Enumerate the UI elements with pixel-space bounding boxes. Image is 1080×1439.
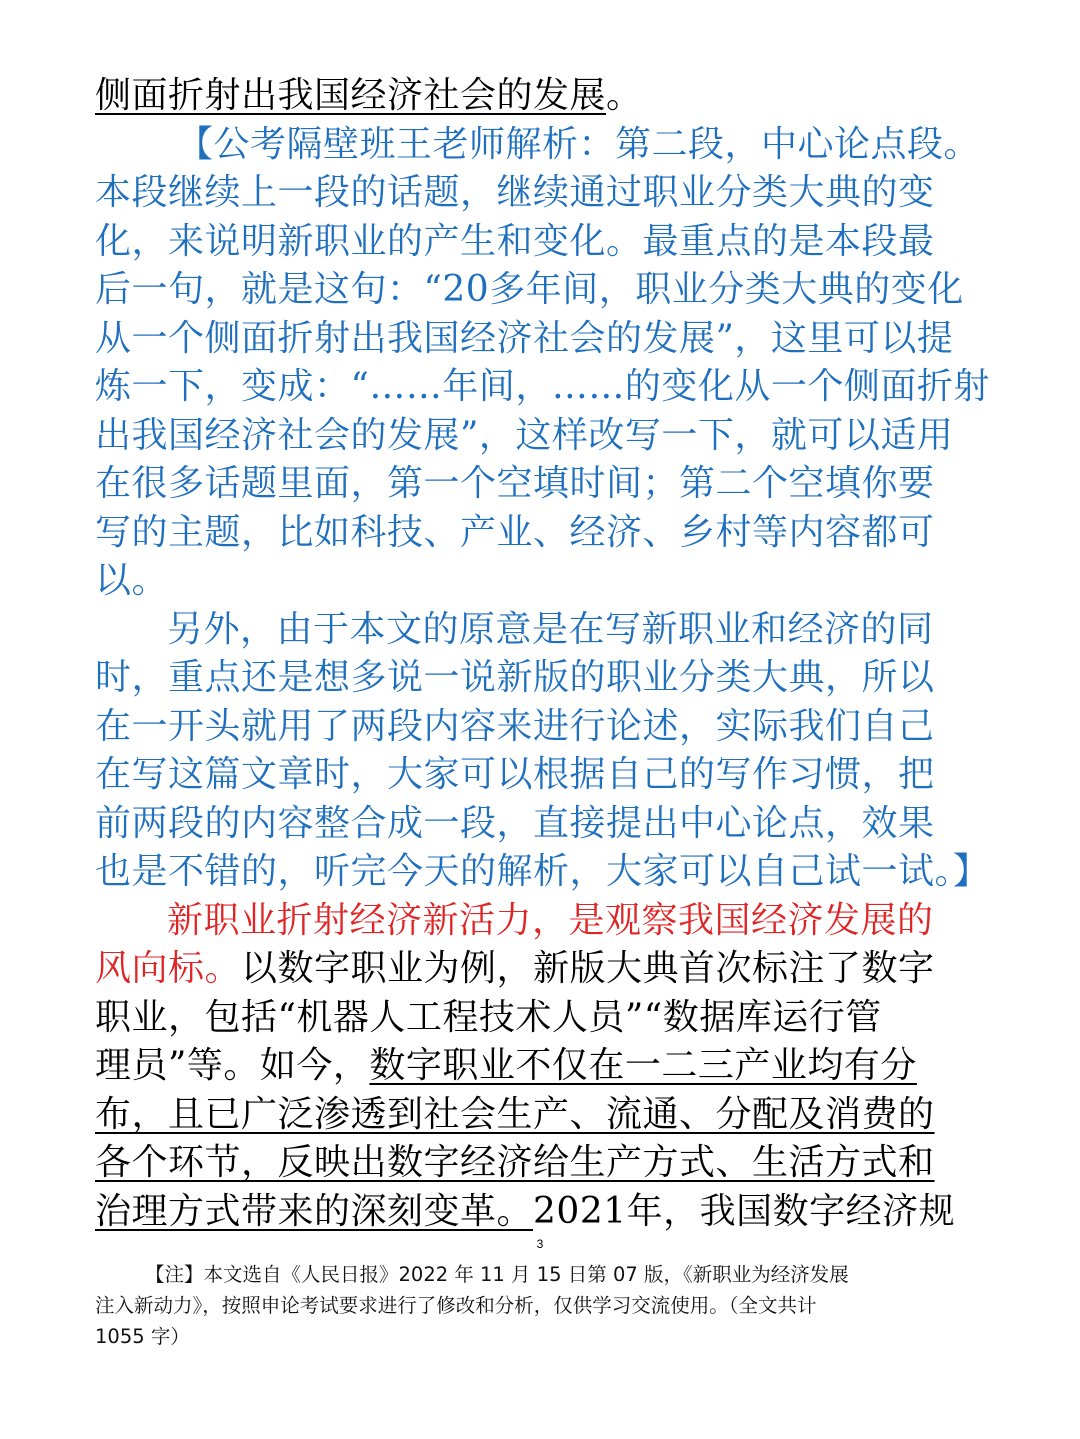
- body-line: [95, 897, 990, 946]
- footnote-line: 注入新动力》，按照申论考试要求进行了修改和分析，仅供学习交流使用。（全文共计: [95, 1294, 817, 1317]
- body-line: 职业，包括“机器人工程技术人员”“数据库运行管: [95, 996, 882, 1038]
- plain-text: 以数字职业为例，新版大典首次标注了数字: [241, 948, 935, 989]
- footnote-line: 【注】本文选自《人民日报》2022 年 11 月 15 日第 07 版，《新职业为经济发展: [145, 1263, 849, 1286]
- body-line: [95, 1042, 990, 1091]
- analysis-line: 在一开头就用了两段内容来进行论述，实际我们自己: [95, 705, 935, 747]
- analysis-line: 从一个侧面折射出我国经济社会的发展”，这里可以提: [95, 317, 954, 359]
- highlight-red-text: 新职业折射经济新活力，是观察我国经济发展的: [167, 899, 934, 941]
- plain-text: 理员”等。如今，: [95, 1045, 370, 1086]
- underlined-text: 治理方式带来的深刻变革。: [95, 1190, 534, 1232]
- body-line: [95, 1139, 990, 1188]
- analysis-line: 【公考隔壁班王老师解析：第二段，中心论点段。: [177, 123, 981, 165]
- plain-text: 2021年，我国数字经济规: [533, 1190, 956, 1232]
- analysis-line: 时，重点还是想多说一说新版的职业分类大典，所以: [95, 657, 935, 698]
- underlined-text: 侧面折射出我国经济社会的发展: [95, 75, 607, 116]
- page-number: 3: [536, 1237, 544, 1251]
- footnote-line: 1055 字）: [95, 1325, 190, 1348]
- underlined-text: 数字职业不仅在一二三产业均有分: [369, 1045, 917, 1086]
- analysis-line: 前两段的内容整合成一段，直接提出中心论点，效果: [95, 802, 935, 844]
- analysis-line: 后一句，就是这句：“20多年间，职业分类大典的变化: [95, 269, 964, 310]
- analysis-line: 也是不错的，听完今天的解析，大家可以自己试一试。】: [95, 851, 990, 892]
- analysis-line: 炼一下，变成：“……年间，……的变化从一个侧面折射: [95, 366, 990, 407]
- analysis-line: 在写这篇文章时，大家可以根据自己的写作习惯，把: [95, 754, 935, 795]
- highlight-red-text: 风向标。: [95, 948, 242, 989]
- document-body: [95, 72, 990, 1236]
- analysis-line: 在很多话题里面，第一个空填时间；第二个空填你要: [95, 463, 935, 504]
- body-line: [95, 72, 990, 121]
- body-line: [95, 1188, 990, 1237]
- analysis-line: 以。: [95, 560, 169, 601]
- analysis-line: 本段继续上一段的话题，继续通过职业分类大典的变: [95, 172, 935, 213]
- body-line: [95, 1091, 990, 1140]
- body-line: [95, 945, 990, 994]
- analysis-line: 另外，由于本文的原意是在写新职业和经济的同: [167, 608, 934, 650]
- underlined-text: 布，且已广泛渗透到社会生产、流通、分配及消费的: [95, 1093, 935, 1135]
- analysis-line: 写的主题，比如科技、产业、经济、乡村等内容都可: [95, 511, 935, 553]
- plain-text: 。: [606, 75, 643, 116]
- analysis-line: 出我国经济社会的发展”，这样改写一下，就可以适用: [95, 414, 954, 456]
- underlined-text: 各个环节，反映出数字经济给生产方式、生活方式和: [95, 1142, 935, 1183]
- footnote: [95, 1259, 990, 1352]
- analysis-line: 化，来说明新职业的产生和变化。最重点的是本段最: [95, 220, 935, 262]
